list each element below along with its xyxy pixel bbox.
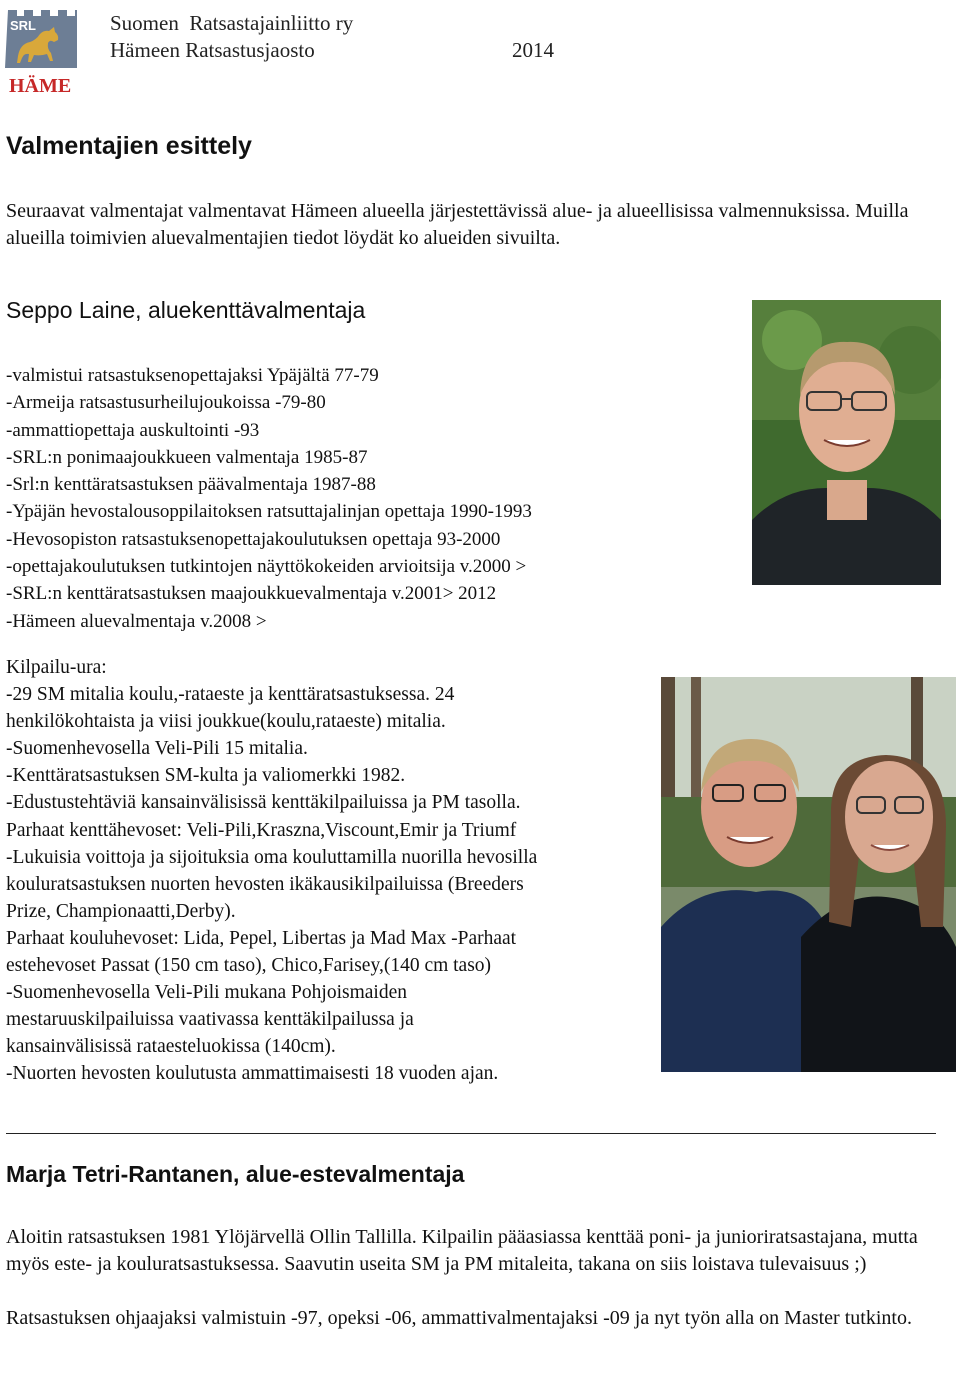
cv-line: -valmistui ratsastuksenopettajaksi Ypäjältä 77-79: [6, 365, 379, 386]
career-line: -Lukuisia voittoja ja sijoituksia oma kouluttamilla nuorilla hevosilla: [6, 846, 538, 868]
coach2-name: Marja Tetri-Rantanen, alue-estevalmentaja: [6, 1161, 465, 1187]
career-line: -Nuorten hevosten koulutusta ammattimaisesti 18 vuoden ajan.: [6, 1063, 499, 1085]
cv-line: -Armeija ratsastusurheilujoukoissa -79-80: [6, 392, 326, 414]
career-line: Kilpailu-ura:: [6, 657, 107, 678]
coach1-portrait-photo: [752, 300, 941, 585]
cv-line: -opettajakoulutuksen tutkintojen näyttökokeiden arvioitsija v.2000 >: [6, 556, 527, 578]
career-line: -29 SM mitalia koulu,-rataeste ja kenttäratsastuksessa. 24: [6, 684, 455, 706]
cv-line: -Hämeen aluevalmentaja v.2008 >: [6, 610, 267, 632]
bio-paragraph: Ratsastuksen ohjaajaksi valmistuin -97, opeksi -06, ammattivalmentajaksi -09 ja nyt työn alla on Master tutkinto.: [6, 1307, 912, 1329]
coach1-name: Seppo Laine, aluekenttävalmentaja: [6, 297, 366, 323]
page-title: Valmentajien esittely: [6, 132, 252, 160]
coach2-bio: [6, 1224, 946, 1359]
cv-line: -Hevosopiston ratsastuksenopettajakoulutuksen opettaja 93-2000: [6, 528, 501, 550]
org-name: Suomen Ratsastajainliitto ry: [110, 11, 354, 35]
coach1-cv-list: [6, 362, 706, 635]
cv-line: -SRL:n kenttäratsastuksen maajoukkuevalmentaja v.2001> 2012: [6, 583, 497, 605]
career-line: -Suomenhevosella Veli-Pili mukana Pohjoismaiden: [6, 982, 407, 1004]
career-line: -Suomenhevosella Veli-Pili 15 mitalia.: [6, 738, 308, 760]
career-line: henkilökohtaista ja viisi joukkue(koulu,rataeste) mitalia.: [6, 711, 446, 733]
career-line: estehevoset Passat (150 cm taso), Chico,Farisey,(140 cm taso): [6, 955, 492, 977]
career-line: mestaruuskilpailuissa vaativassa kenttäkilpailussa ja: [6, 1009, 414, 1031]
section-divider: [6, 1133, 936, 1134]
svg-text:HÄME: HÄME: [9, 75, 72, 96]
cv-line: -SRL:n ponimaajoukkueen valmentaja 1985-87: [6, 446, 368, 468]
career-line: kansainvälisissä rataesteluokissa (140cm).: [6, 1036, 336, 1058]
organization-header: [110, 10, 554, 64]
year-label: 2014: [512, 38, 554, 62]
bio-paragraph: Aloitin ratsastuksen 1981 Ylöjärvellä Ollin Tallilla. Kilpailin pääasiassa kenttää poni- ja junioriratsastajana, mutta myös este- ja kouluratsastuksessa. Saavutin useita SM ja PM mitaleita, takana on siis loistava tulevaisuus ;): [6, 1226, 918, 1275]
career-line: Parhaat kouluhevoset: Lida, Pepel, Libertas ja Mad Max -Parhaat: [6, 927, 517, 949]
career-line: Prize, Championaatti,Derby).: [6, 900, 236, 922]
career-line: kouluratsastuksen nuorten hevosten ikäkausikilpailuissa (Breeders: [6, 873, 524, 895]
cv-line: -Ypäjän hevostalousoppilaitoksen ratsuttajalinjan opettaja 1990-1993: [6, 501, 532, 523]
svg-text:SRL: SRL: [10, 18, 36, 33]
srl-hame-logo: [4, 4, 80, 96]
career-line: Parhaat kenttähevoset: Veli-Pili,Kraszna,Viscount,Emir ja Triumf: [6, 819, 517, 841]
intro-paragraph: Seuraavat valmentajat valmentavat Hämeen alueella järjestettävissä alue- ja alueellisissa valmennuksissa. Muilla alueilla toimivien aluevalmentajien tiedot löydät ko alueiden sivuilta.: [6, 200, 909, 249]
career-line: -Edustustehtäviä kansainvälisissä kenttäkilpailuissa ja PM tasolla.: [6, 792, 521, 814]
career-line: -Kenttäratsastuksen SM-kulta ja valiomerkki 1982.: [6, 765, 406, 787]
coach1-career-text: [6, 654, 656, 1088]
cv-line: -ammattiopettaja auskultointi -93: [6, 419, 260, 441]
org-division: Hämeen Ratsastusjaosto: [110, 38, 315, 62]
cv-line: -Srl:n kenttäratsastuksen päävalmentaja 1987-88: [6, 474, 376, 496]
coaches-pair-photo: [661, 677, 956, 1072]
